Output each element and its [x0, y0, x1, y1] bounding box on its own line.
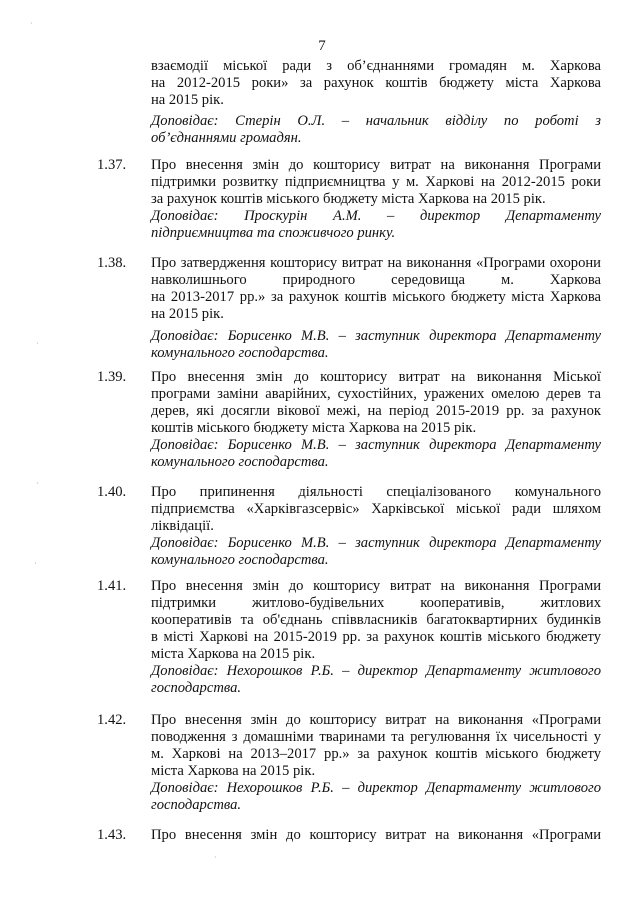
speaker-line: комунального господарства.: [151, 454, 329, 470]
item-speaker: [151, 208, 601, 242]
item-line: міста Харкова на 2015 рік.: [151, 763, 316, 779]
speaker-line: Доповідає: Проскурін А.М. – директор Департаменту: [151, 208, 601, 224]
item-line: навколишнього природного середовища м. Харкова: [151, 272, 601, 288]
item-text: [151, 484, 601, 569]
scan-speck: ·: [36, 479, 39, 488]
speaker-line: господарства.: [151, 797, 242, 813]
speaker-line: Доповідає: Нехорошков Р.Б. – директор Департаменту житлового: [151, 663, 601, 679]
speaker-line: об’єднаннями громадян.: [151, 130, 302, 146]
item-speaker: [151, 780, 601, 814]
scan-speck: ·: [34, 559, 37, 568]
item-number: 1.41.: [97, 578, 127, 594]
speaker-line: підприємництва та споживчого ринку.: [151, 225, 396, 241]
item-line: Про внесення змін до кошторису витрат на виконання Міської: [151, 369, 601, 385]
item-number: 1.43.: [97, 827, 127, 843]
intro-line: взаємодії міської ради з об’єднаннями громадян м. Харкова: [151, 58, 601, 74]
item-line: Про затвердження кошторису витрат на виконання «Програми охорони: [151, 255, 601, 271]
item-line: за рахунок коштів міського бюджету міста Харкова на 2015 рік.: [151, 191, 546, 207]
item-line: поводження з домашніми тваринами та регулювання їх чисельності у: [151, 729, 601, 745]
scan-speck: ·: [30, 19, 33, 28]
item-line: Про припинення діяльності спеціалізованого комунального: [151, 484, 601, 500]
item-text: [151, 827, 601, 844]
item-number: 1.38.: [97, 255, 127, 271]
item-text: [151, 712, 601, 814]
item-line: Про внесення змін до кошторису витрат на виконання Програми: [151, 578, 601, 594]
intro-paragraph: [151, 58, 601, 109]
speaker-line: комунального господарства.: [151, 345, 329, 361]
item-number: 1.42.: [97, 712, 127, 728]
speaker-line: Доповідає: Борисенко М.В. – заступник директора Департаменту: [151, 535, 601, 551]
item-text: [151, 578, 601, 697]
intro-line: на 2012-2015 роки» за рахунок коштів бюджету міста Харкова: [151, 75, 601, 91]
item-line: Про внесення змін до кошторису витрат на виконання «Програми: [151, 712, 601, 728]
item-speaker: [151, 535, 601, 569]
item-line: коштів міського бюджету міста Харкова на 2015 рік.: [151, 420, 477, 436]
speaker-line: комунального господарства.: [151, 552, 329, 568]
item-line: м. Харкові на 2013–2017 рр.» за рахунок коштів міського бюджету: [151, 746, 601, 762]
speaker-line: Доповідає: Борисенко М.В. – заступник директора Департаменту: [151, 328, 601, 344]
speaker-line: Доповідає: Борисенко М.В. – заступник директора Департаменту: [151, 437, 601, 453]
item-line: підприємства «Харківгазсервіс» Харківської міської ради шляхом: [151, 501, 601, 517]
item-line: Про внесення змін до кошторису витрат на виконання Програми: [151, 157, 601, 173]
item-line: кооперативів та об'єднань співвласників багатоквартирних будинків: [151, 612, 601, 628]
scan-speck: ·: [36, 339, 39, 348]
item-line: на 2013-2017 рр.» за рахунок коштів міського бюджету міста Харкова: [151, 289, 601, 305]
item-text: [151, 157, 601, 242]
item-line: підтримки розвитку підприємництва у м. Харкові на 2012-2015 роки: [151, 174, 601, 190]
speaker-line: Доповідає: Нехорошков Р.Б. – директор Департаменту житлового: [151, 780, 601, 796]
item-line: міста Харкова на 2015 рік.: [151, 646, 316, 662]
intro-speaker: [151, 113, 601, 147]
item-text: [151, 255, 601, 362]
item-text: [151, 369, 601, 471]
item-line: Про внесення змін до кошторису витрат на виконання «Програми: [151, 827, 601, 843]
item-speaker: [151, 663, 601, 697]
item-line: в місті Харкові на 2015-2019 рр. за рахунок коштів міського бюджету: [151, 629, 601, 645]
item-line: дерев, які досягли вікової межі, на період 2015-2019 рр. за рахунок: [151, 403, 601, 419]
speaker-line: Доповідає: Стерін О.Л. – начальник відділу по роботі з: [151, 113, 601, 129]
item-speaker: [151, 328, 601, 362]
item-line: підтримки житлово-будівельних кооперативів, житлових: [151, 595, 601, 611]
speaker-line: господарства.: [151, 680, 242, 696]
item-speaker: [151, 437, 601, 471]
item-number: 1.37.: [97, 157, 127, 173]
item-line: на 2015 рік.: [151, 306, 224, 322]
item-number: 1.40.: [97, 484, 127, 500]
intro-line: на 2015 рік.: [151, 92, 224, 108]
page-number: 7: [318, 38, 326, 54]
item-number: 1.39.: [97, 369, 127, 385]
scan-speck: ·: [214, 853, 217, 862]
item-line: ліквідації.: [151, 518, 214, 534]
item-line: програми заміни аварійних, сухостійних, уражених омелою дерев та: [151, 386, 601, 402]
